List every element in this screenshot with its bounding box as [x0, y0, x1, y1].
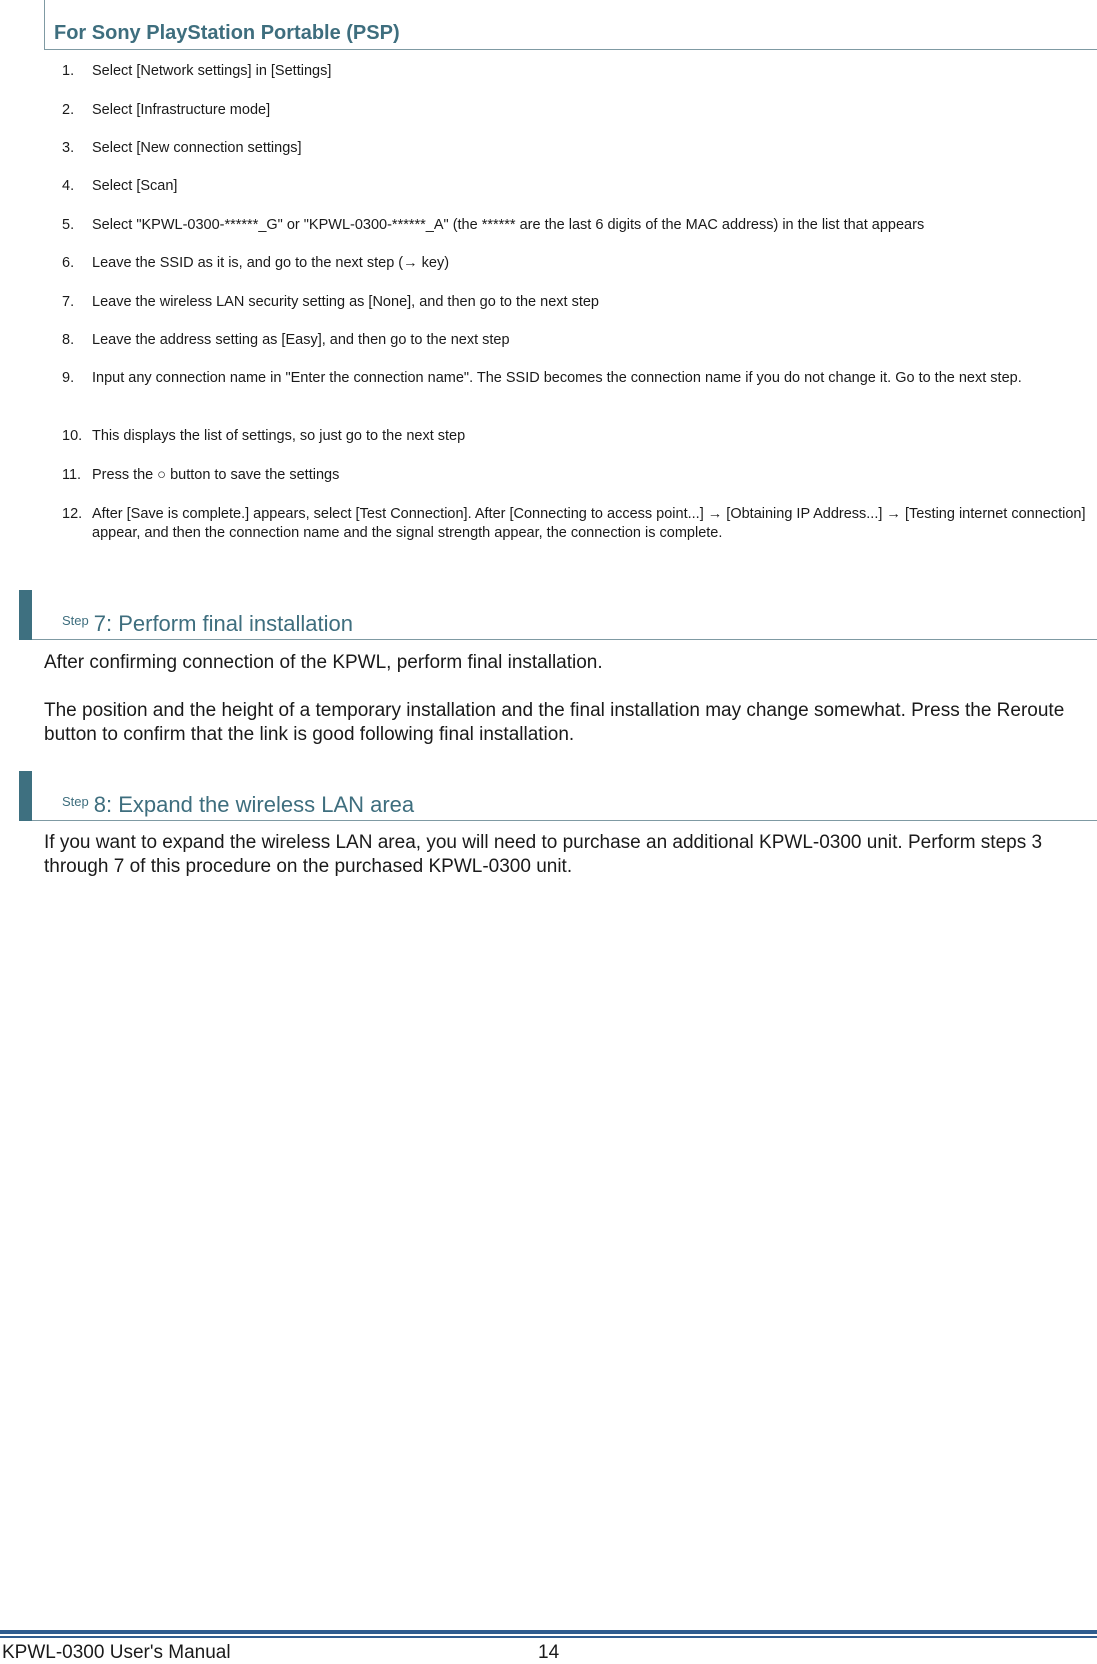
section-header: [44, 0, 1097, 50]
step8-paragraph-1: If you want to expand the wireless LAN area, you will need to purchase an additional KPWL-0300 unit. Perform steps 3 through 7 of this procedure on the purchased KPWL-0300 unit.: [44, 832, 1043, 877]
step8-title-text: 8: Expand the wireless LAN area: [93, 792, 415, 817]
page-number: 14: [538, 1642, 560, 1663]
step-text: Select [Infrastructure mode]: [92, 102, 271, 118]
step7-heading: [19, 590, 1097, 640]
step-number: 11.: [62, 467, 82, 483]
footer-title: KPWL-0300 User's Manual: [2, 1642, 231, 1663]
step8-title: [62, 792, 414, 818]
step-text: Input any connection name in "Enter the connection name". The SSID becomes the connection name if you do not change it. Go to the next step.: [92, 370, 1022, 386]
step-number: 2.: [62, 102, 75, 118]
step7-paragraph-2: The position and the height of a temporary installation and the final installation may change somewhat. Press the Reroute button to confirm that the link is good following final installation.: [44, 700, 1065, 745]
step-text: Select [New connection settings]: [92, 140, 302, 156]
step-number: 5.: [62, 217, 75, 233]
step7-label: Step: [62, 613, 89, 628]
step-number: 10.: [62, 428, 83, 444]
step-number: 3.: [62, 140, 75, 156]
step-text: Leave the SSID as it is, and go to the next step (→ key): [92, 255, 450, 271]
step8-heading: [19, 771, 1097, 821]
step-text: Select "KPWL-0300-******_G" or "KPWL-0300-******_A" (the ****** are the last 6 digits of the MAC address) in the list that appears: [92, 217, 925, 233]
step-text: Leave the wireless LAN security setting as [None], and then go to the next step: [92, 294, 599, 310]
step-number: 12.: [62, 506, 83, 522]
step-number: 4.: [62, 178, 75, 194]
step-text: This displays the list of settings, so just go to the next step: [92, 428, 466, 444]
step7-paragraph-1: After confirming connection of the KPWL, perform final installation.: [44, 652, 603, 673]
step-text: Select [Scan]: [92, 178, 178, 194]
step-text: After [Save is complete.] appears, select [Test Connection]. After [Connecting to access point...] → [Obtaining IP Address...] → [Testing internet connection] appear, and then the connection name and the signal strength appear, the connection is complete.: [92, 506, 1086, 541]
step-text: Press the ○ button to save the settings: [92, 467, 340, 483]
step-number: 9.: [62, 370, 75, 386]
step-number: 8.: [62, 332, 75, 348]
section-title: For Sony PlayStation Portable (PSP): [54, 22, 400, 44]
footer-rule-thick: [0, 1630, 1097, 1634]
step-number: 1.: [62, 63, 75, 79]
step-text: Leave the address setting as [Easy], and then go to the next step: [92, 332, 510, 348]
step-number: 7.: [62, 294, 75, 310]
step7-title-text: 7: Perform final installation: [93, 611, 353, 636]
step8-label: Step: [62, 794, 89, 809]
step8-accent-bar: [19, 771, 32, 821]
step-number: 6.: [62, 255, 75, 271]
step7-title: [62, 611, 353, 637]
step7-accent-bar: [19, 590, 32, 640]
footer-rule-thin: [0, 1636, 1097, 1638]
step-text: Select [Network settings] in [Settings]: [92, 63, 332, 79]
